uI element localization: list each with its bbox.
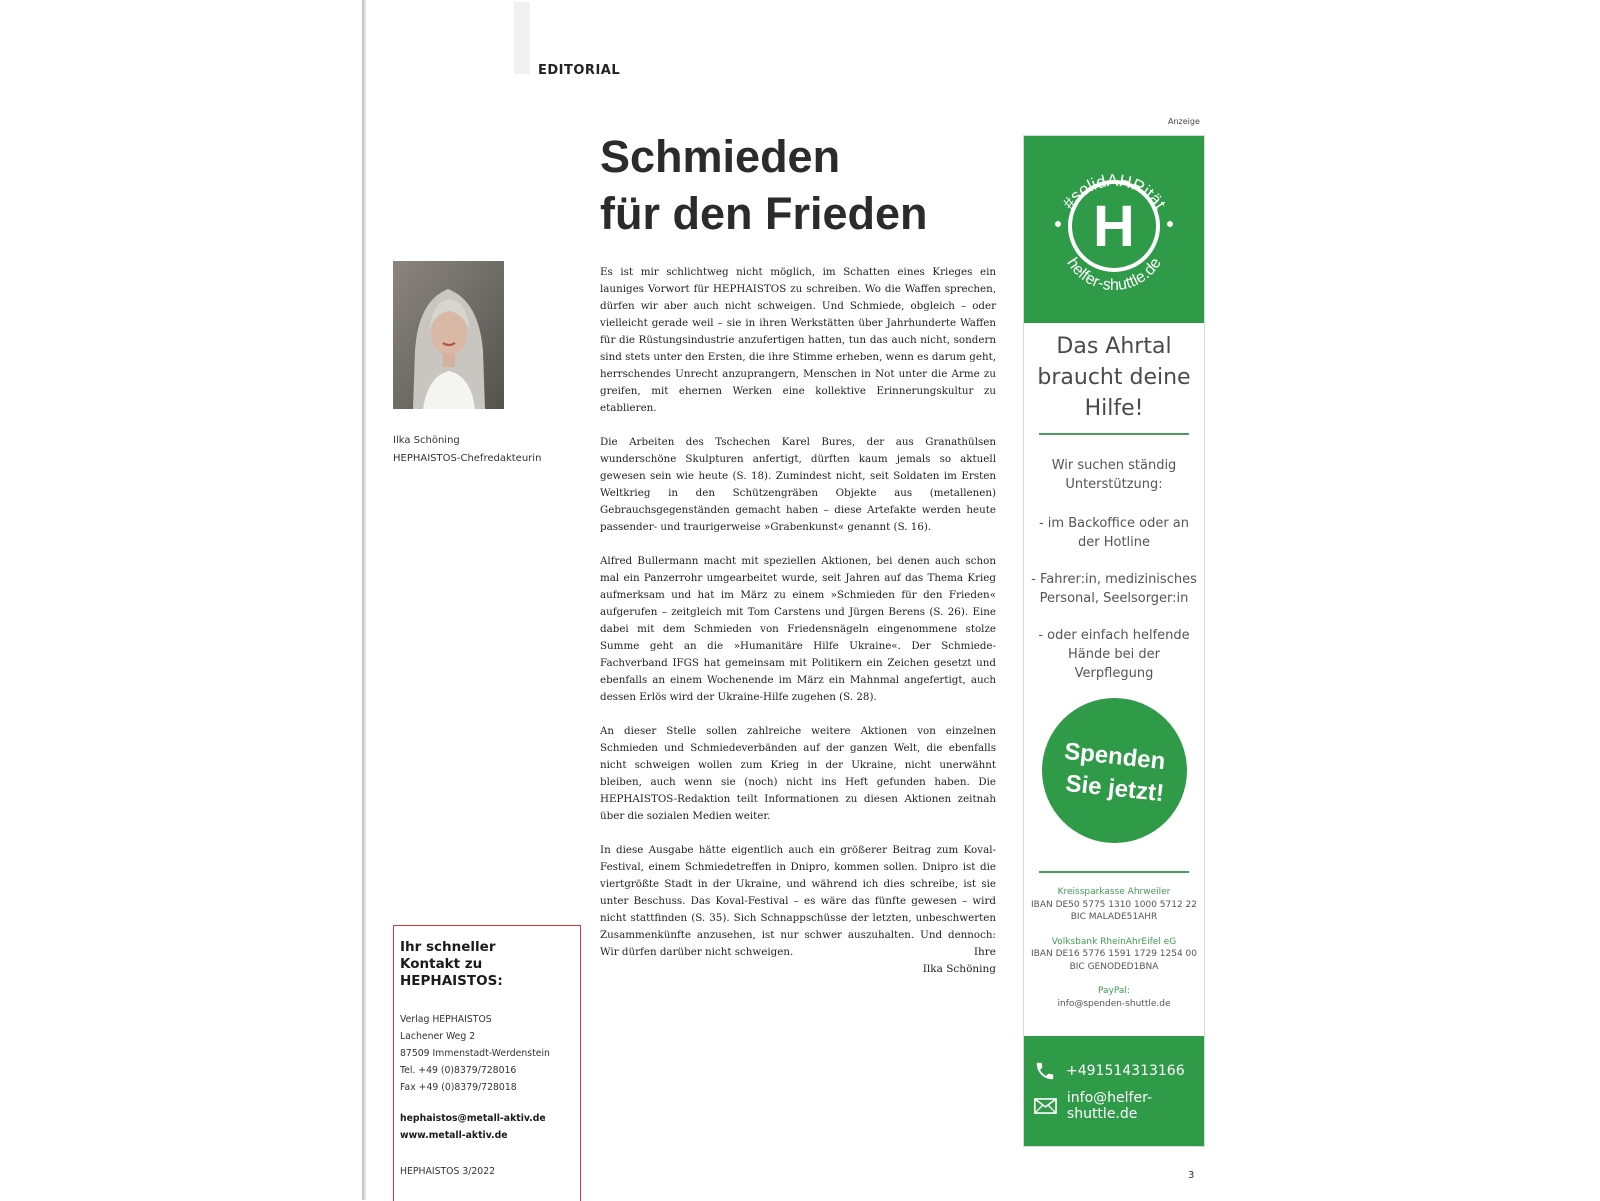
article-body: [600, 264, 996, 978]
contact-heading-line: HEPHAISTOS:: [400, 973, 503, 989]
ad-badge-area: [1024, 136, 1204, 323]
contact-email-link[interactable]: hephaistos@metall-aktiv.de: [400, 1113, 546, 1124]
ad-need-item: - Fahrer:in, medizinisches Personal, Seelsorger:in: [1031, 572, 1197, 606]
issue-label: HEPHAISTOS 3/2022: [400, 1166, 496, 1177]
envelope-icon: [1034, 1097, 1057, 1115]
ad-headline: [1024, 331, 1204, 424]
ad-label: Anzeige: [1168, 117, 1200, 126]
donate-button[interactable]: [1042, 698, 1187, 843]
ad-contact-area: [1024, 1036, 1204, 1146]
publisher-name: Verlag HEPHAISTOS: [400, 1014, 492, 1025]
bank-name: Kreissparkasse Ahrweiler: [1057, 887, 1171, 897]
ad-divider: [1039, 871, 1189, 873]
ad-headline-line: Das Ahrtal: [1056, 334, 1172, 359]
ad-phone-row[interactable]: [1034, 1059, 1185, 1083]
contact-address: [400, 1011, 550, 1096]
section-tab-marker: [514, 2, 530, 74]
ad-phone-number: +491514313166: [1066, 1063, 1185, 1079]
badge-letter: H: [1093, 194, 1135, 259]
phone-icon: [1034, 1060, 1056, 1082]
paypal-email[interactable]: info@spenden-shuttle.de: [1057, 998, 1171, 1009]
badge-top-text: #solidAHRität: [1058, 170, 1170, 213]
ad-sub-line: Wir suchen ständig: [1051, 458, 1177, 473]
bank-iban: IBAN DE16 5776 1591 1729 1254 00: [1030, 949, 1198, 959]
title-line-1: Schmieden: [600, 131, 841, 182]
body-paragraph: In diese Ausgabe hätte eigentlich auch ein größerer Beitrag zum Koval-Festival, einem Schmiedetreffen in Dnipro, kommen sollen. Dnipro ist die viertgrößte Stadt in der Ukraine, und während ich dies schreibe, ist sie unter Beschuss. Das Koval-Festival – es wäre das fünfte gewesen – wird nicht stattfinden (S. 35). Sich Schnappschüsse der letzten, unbeschwerten Zusammenkünfte anzusehen, ist nur schwer auszuhalten. Und dennoch: Wir dürfen darüber nicht schweigen.: [600, 844, 996, 958]
author-caption: [393, 432, 541, 468]
donate-line-1: Spenden: [1062, 737, 1167, 776]
street: Lachener Weg 2: [400, 1031, 476, 1042]
signature-closing: Ihre: [973, 946, 996, 958]
contact-website-link[interactable]: www.metall-aktiv.de: [400, 1130, 508, 1141]
body-paragraph: Alfred Bullermann macht mit speziellen Aktionen, bei denen auch schon mal ein Panzerrohr umgearbeitet wurde, seit Jahren auf das Thema Krieg aufmerksam und hat im März zu einem »Schmieden für den Frieden« aufgerufen – zeitgleich mit Tom Carstens und Jürgen Berens (S. 26). Eine dabei mit dem Schmieden von Friedensnägeln eingenommene stolze Summe geht an die »Humanitäre Hilfe Ukraine«. Der Schmiede-Fachverband IFGS hat gemeinsam mit Politikern ein Zeichen gesetzt und ebenfalls an einem Wochenende im März ein Mahnmal angefertigt, auch dessen Erlös wird der Ukraine-Hilfe zugehen (S. 28).: [600, 555, 996, 703]
ad-divider: [1039, 433, 1189, 435]
page-spine: [362, 0, 366, 1200]
svg-text:helfer-shuttle.de: [1063, 255, 1164, 294]
paypal-label: PayPal:: [1098, 986, 1130, 996]
ad-email-address: info@helfer-shuttle.de: [1066, 1090, 1152, 1122]
page-number: 3: [1188, 1170, 1195, 1181]
body-paragraph: An dieser Stelle sollen zahlreiche weitere Aktionen von einzelnen Schmieden und Schmiedeverbänden auf der ganzen Welt, die ebenfalls nicht schweigen wollen zum Krieg in der Ukraine, nicht unerwähnt bleiben, auch wenn sie (noch) nicht ins Heft gefunden haben. Die HEPHAISTOS-Redaktion teilt Informationen zu diesen Aktionen zeitnah über die sozialen Medien weiter.: [600, 725, 996, 822]
section-label: EDITORIAL: [538, 63, 621, 78]
bank-details: [1024, 886, 1204, 1022]
bank-bic: BIC GENODED1BNA: [1069, 961, 1159, 972]
badge-bottom-text: helfer-shuttle.de: [1063, 255, 1165, 295]
donate-line-2: Sie jetzt!: [1064, 769, 1166, 808]
signature-name: Ilka Schöning: [922, 963, 996, 975]
contact-heading: [400, 939, 503, 990]
ad-panel: [1023, 135, 1205, 1147]
bank-name: Volksbank RheinAhrEifel eG: [1051, 936, 1177, 947]
ad-headline-line: Hilfe!: [1084, 396, 1144, 421]
author-photo: [393, 261, 504, 409]
ad-email-row[interactable]: [1034, 1090, 1204, 1122]
contact-heading-line: Kontakt zu: [400, 956, 483, 972]
ad-headline-line: braucht deine: [1037, 365, 1191, 390]
body-paragraph: Es ist mir schlichtweg nicht möglich, im Schatten eines Krieges ein launiges Vorwort für HEPHAISTOS zu schreiben. Wo die Waffen sprechen, dürfen wir aber auch nicht schweigen. Und Schmiede, obgleich – oder vielleicht gerade weil – sie in ihren Werkstätten über Jahrhunderte Waffen für die Rüstungsindustrie anzufertigen hatten, tun das auch nicht, sondern sind stets unter den Ersten, die ihre Stimme erheben, wenn es darum geht, herrschendes Unrecht anzuprangern, Menschen in Not unter die Arme zu greifen, mit ehernen Werken eine kollektive Erinnerungskultur zu etablieren.: [600, 266, 996, 414]
contact-heading-line: Ihr schneller: [400, 939, 496, 955]
city: 87509 Immenstadt-Werdenstein: [400, 1048, 550, 1059]
article-title: [600, 128, 928, 242]
ad-need-item: - oder einfach helfende Hände bei der Verpflegung: [1038, 628, 1190, 681]
ad-sub-line: Unterstützung:: [1065, 477, 1163, 492]
helicopter-badge-icon: [1024, 136, 1204, 323]
fax: Fax +49 (0)8379/728018: [400, 1082, 517, 1093]
author-name: Ilka Schöning: [393, 435, 460, 446]
title-line-2: für den Frieden: [600, 188, 928, 239]
ad-needs-list: [1030, 514, 1198, 701]
ad-subheading: [1024, 456, 1204, 494]
body-paragraph: Die Arbeiten des Tschechen Karel Bures, der aus Granathülsen wunderschöne Skulpturen anfertigt, dürften kaum jemals so aktuell gewesen sein wie heute (S. 18). Zumindest nicht, seit Soldaten im Ersten Weltkrieg in den Schützengräben Objekte aus (metallenen) Gebrauchsgegenständen gemacht haben – diese Artefakte werden heute passender- und traurigerweise »Grabenkunst« genannt (S. 16).: [600, 436, 996, 533]
bank-bic: BIC MALADE51AHR: [1070, 912, 1158, 922]
bank-iban: IBAN DE50 5775 1310 1000 5712 22: [1030, 899, 1198, 910]
ad-need-item: - im Backoffice oder an der Hotline: [1038, 516, 1189, 550]
contact-web: [400, 1110, 546, 1144]
phone: Tel. +49 (0)8379/728016: [400, 1065, 517, 1076]
contact-box: [393, 925, 581, 1201]
signature: [860, 944, 996, 978]
author-role: HEPHAISTOS-Chefredakteurin: [393, 453, 542, 464]
